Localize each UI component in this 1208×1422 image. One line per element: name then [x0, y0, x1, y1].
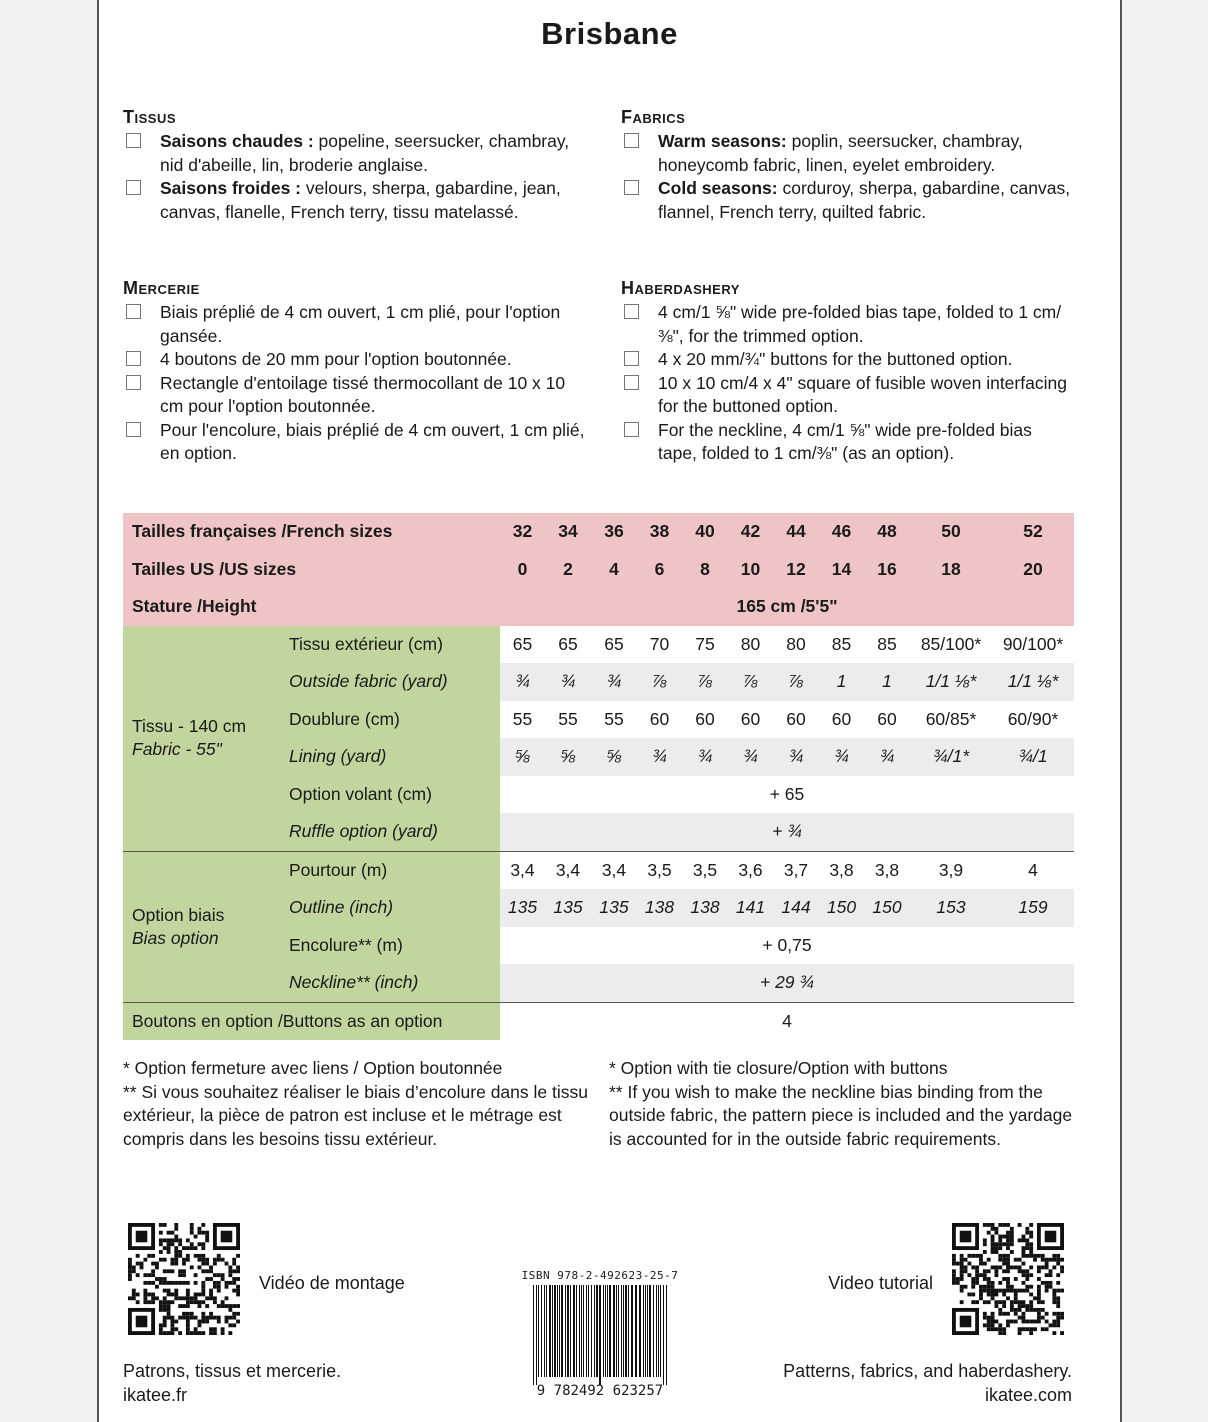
item-text: popeline, seersucker, chambray, nid d'abeille, lin, broderie anglaise. — [160, 131, 570, 175]
cell: 6 — [637, 551, 682, 589]
item-bold: Warm seasons: — [658, 131, 787, 151]
cell: 65 — [512, 633, 533, 654]
item-text: Biais préplié de 4 cm ouvert, 1 cm plié, pour l'option gansée. — [160, 302, 561, 346]
cell: 3,8 — [874, 859, 900, 880]
cell: + ¾ — [500, 813, 1074, 851]
item-text: corduroy, sherpa, gabardine, canvas, flannel, French terry, quilted fabric. — [658, 178, 1071, 222]
cell: ¾ — [864, 738, 910, 776]
group-fr: Option biais — [132, 904, 225, 925]
checklist-item — [621, 177, 1074, 224]
row-label: Ruffle option (yard) — [283, 813, 500, 851]
cell: ¾ — [682, 738, 728, 776]
cell: 18 — [910, 551, 992, 589]
row-label: Outside fabric (yard) — [283, 663, 500, 701]
cell: ⅝ — [591, 738, 637, 776]
cell: ¾ — [545, 663, 591, 701]
checkbox-icon[interactable] — [126, 304, 141, 319]
cell: 153 — [910, 889, 992, 927]
note-line: ** If you wish to make the neckline bias binding from the outside fabric, the pattern piece is included and the yardage is accounted for in the outside fabric requirements. — [609, 1081, 1073, 1149]
cell: ¾ — [773, 738, 819, 776]
checkbox-icon[interactable] — [624, 351, 639, 366]
checkbox-icon[interactable] — [126, 180, 141, 195]
item-text: 4 boutons de 20 mm pour l'option boutonnée. — [160, 349, 512, 369]
row-label: Pourtour (m) — [283, 851, 500, 889]
checkbox-icon[interactable] — [624, 375, 639, 390]
haberdashery-fr-section — [123, 278, 585, 466]
note-line: * Option fermeture avec liens / Option boutonnée — [123, 1058, 503, 1078]
cell: 3,9 — [938, 859, 964, 880]
item-text: Rectangle d'entoilage tissé thermocollant de 10 x 10 cm pour l'option boutonnée. — [160, 372, 566, 416]
page-title: Brisbane — [541, 16, 678, 51]
checklist-item — [621, 301, 1074, 348]
cell: 65 — [558, 633, 578, 654]
checkbox-icon[interactable] — [624, 304, 639, 319]
cell: ⅝ — [500, 738, 545, 776]
bias-group-label — [123, 851, 283, 1002]
checkbox-icon[interactable] — [126, 375, 141, 390]
row-label: Option volant (cm) — [283, 776, 500, 814]
cell: 144 — [773, 889, 819, 927]
qr-code-icon[interactable] — [128, 1223, 240, 1335]
fabrics-en-section — [621, 107, 1074, 224]
cell: 1 — [864, 663, 910, 701]
cell: 3,5 — [647, 859, 672, 880]
cell: 80 — [740, 633, 761, 654]
cell: 3,4 — [601, 859, 627, 880]
cell: ¾/1* — [910, 738, 992, 776]
checklist-item — [621, 348, 1074, 372]
cell: 0 — [500, 551, 545, 589]
video-fr-label: Vidéo de montage — [259, 1273, 405, 1293]
cell: 3,4 — [555, 859, 581, 880]
qr-code-icon[interactable] — [952, 1223, 1064, 1335]
cell: 70 — [649, 633, 670, 654]
checkbox-icon[interactable] — [624, 422, 639, 437]
group-en: Bias option — [132, 927, 219, 948]
item-bold: Saisons froides : — [160, 178, 302, 198]
cell: 55 — [512, 708, 533, 729]
row-label: Encolure** (m) — [283, 927, 500, 965]
cell: 1 — [819, 663, 864, 701]
cell: 60/85* — [925, 708, 977, 729]
checklist-item — [123, 130, 585, 177]
fabrics-fr-section — [123, 107, 585, 224]
height-value: 165 cm /5'5" — [500, 588, 1074, 626]
row-label: Lining (yard) — [283, 738, 500, 776]
barcode-icon — [531, 1285, 671, 1385]
item-bold: Cold seasons: — [658, 178, 778, 198]
cell: 85 — [877, 633, 897, 654]
row-label: Neckline** (inch) — [283, 964, 500, 1002]
cell: ⅞ — [773, 663, 819, 701]
isbn-text: ISBN 978-2-492623-25-7 — [521, 1269, 679, 1282]
outside-fabric-cm-row — [123, 626, 1074, 664]
cell: 3,8 — [829, 859, 854, 880]
item-text: 4 x 20 mm/¾" buttons for the buttoned option. — [658, 349, 1013, 369]
cell: 65 — [604, 633, 624, 654]
cell: 60 — [695, 708, 715, 729]
barcode-digits: 9 782492 623257 — [536, 1383, 664, 1399]
cell: ¾ — [500, 663, 545, 701]
cell: 3,7 — [783, 859, 809, 880]
cell: 4 — [1028, 859, 1038, 880]
cell: 50 — [910, 513, 992, 551]
cell: 38 — [637, 513, 682, 551]
row-label: Doublure (cm) — [283, 701, 500, 739]
notes-en — [609, 1057, 1075, 1151]
cell: 85 — [831, 633, 852, 654]
footer-link[interactable]: ikatee.com — [984, 1385, 1072, 1405]
cell: 4 — [782, 1010, 792, 1031]
french-sizes-row — [123, 513, 1074, 551]
footer-line: Patrons, tissus et mercerie. — [123, 1361, 342, 1381]
row-label: Stature /Height — [123, 588, 500, 626]
cell: + 0,75 — [762, 934, 812, 955]
cell: 42 — [728, 513, 773, 551]
group-en: Fabric - 55" — [132, 739, 222, 759]
cell: ¾ — [591, 663, 637, 701]
cell: ⅞ — [637, 663, 682, 701]
cell: 36 — [591, 513, 637, 551]
checkbox-icon[interactable] — [126, 133, 141, 148]
video-en-label: Video tutorial — [828, 1273, 933, 1293]
row-label: Outline (inch) — [283, 889, 500, 927]
cell: 138 — [637, 889, 682, 927]
checklist-item — [123, 348, 585, 372]
notes-fr — [123, 1057, 589, 1151]
cell: 85/100* — [920, 633, 982, 654]
checkbox-icon[interactable] — [624, 180, 639, 195]
cell: 12 — [773, 551, 819, 589]
cell: ¾/1 — [992, 738, 1074, 776]
checkbox-icon[interactable] — [624, 133, 639, 148]
haberdashery-fr-heading: Mercerie — [123, 278, 200, 298]
item-bold: Saisons chaudes : — [160, 131, 314, 151]
cell: 4 — [591, 551, 637, 589]
buttons-row — [123, 1002, 1074, 1040]
cell: 10 — [728, 551, 773, 589]
us-sizes-row — [123, 551, 1074, 589]
cell: 90/100* — [1002, 633, 1064, 654]
checklist-item — [123, 301, 585, 348]
item-text: 4 cm/1 ⅝" wide pre-folded bias tape, folded to 1 cm/⅜", for the trimmed option. — [658, 302, 1062, 346]
cell: 3,5 — [692, 859, 718, 880]
cell: 46 — [819, 513, 864, 551]
fabric-group-label — [123, 626, 283, 852]
cell: 138 — [682, 889, 728, 927]
cell: 3,4 — [510, 859, 535, 880]
cell: 60 — [831, 708, 852, 729]
cell: 141 — [728, 889, 773, 927]
outline-m-row — [123, 851, 1074, 889]
group-fr: Tissu - 140 cm — [132, 716, 247, 736]
cell: 1/1 ⅛* — [910, 663, 992, 701]
footer-en — [783, 1359, 1072, 1407]
cell: 75 — [695, 633, 715, 654]
item-text: Pour l'encolure, biais préplié de 4 cm ouvert, 1 cm plié, en option. — [160, 419, 585, 463]
cell: 135 — [500, 889, 545, 927]
row-label: Boutons en option /Buttons as an option — [123, 1002, 500, 1040]
checkbox-icon[interactable] — [126, 351, 141, 366]
cell: 80 — [786, 633, 806, 654]
cell: 1/1 ⅛* — [992, 663, 1074, 701]
cell: 159 — [992, 889, 1074, 927]
cell: 60 — [649, 708, 670, 729]
fabrics-en-heading: Fabrics — [621, 107, 686, 127]
cell: 3,6 — [738, 859, 763, 880]
footer-line: Patterns, fabrics, and haberdashery. — [783, 1361, 1072, 1381]
note-line: ** Si vous souhaitez réaliser le biais d’encolure dans le tissu extérieur, la pièce de patron est incluse et le métrage est compris dans les besoins tissu extérieur. — [123, 1081, 588, 1149]
height-row — [123, 588, 1074, 626]
cell: + 29 ¾ — [500, 964, 1074, 1002]
item-text: For the neckline, 4 cm/1 ⅝" wide pre-folded bias tape, folded to 1 cm/⅜" (as an option). — [658, 419, 1032, 463]
haberdashery-en-section — [621, 278, 1074, 466]
cell: ¾ — [728, 738, 773, 776]
item-text: velours, sherpa, gabardine, jean, canvas, flanelle, French terry, tissu matelassé. — [160, 178, 561, 222]
haberdashery-en-heading: Haberdashery — [621, 278, 740, 298]
cell: 60 — [877, 708, 897, 729]
cell: 40 — [682, 513, 728, 551]
cell: 55 — [604, 708, 624, 729]
checklist-item — [123, 419, 585, 466]
note-line: * Option with tie closure/Option with buttons — [609, 1058, 948, 1078]
checklist-item — [621, 372, 1074, 419]
cell: 135 — [545, 889, 591, 927]
cell: 60 — [740, 708, 761, 729]
cell: 14 — [819, 551, 864, 589]
cell: ⅞ — [682, 663, 728, 701]
cell: 48 — [864, 513, 910, 551]
footer-fr — [123, 1359, 341, 1407]
cell: ¾ — [819, 738, 864, 776]
size-table — [123, 513, 1074, 1040]
cell: 150 — [864, 889, 910, 927]
checkbox-icon[interactable] — [126, 422, 141, 437]
cell: 16 — [864, 551, 910, 589]
cell: 135 — [591, 889, 637, 927]
cell: 34 — [545, 513, 591, 551]
pattern-back-page — [97, 0, 1122, 1422]
cell: 55 — [558, 708, 578, 729]
cell: 52 — [992, 513, 1074, 551]
checklist-item — [621, 419, 1074, 466]
row-label: Tissu extérieur (cm) — [283, 626, 500, 664]
item-text: poplin, seersucker, chambray, honeycomb fabric, linen, eyelet embroidery. — [658, 131, 1023, 175]
item-text: 10 x 10 cm/4 x 4" square of fusible woven interfacing for the buttoned option. — [658, 372, 1067, 416]
row-label: Tailles US /US sizes — [123, 551, 500, 589]
footer-link[interactable]: ikatee.fr — [123, 1385, 188, 1405]
cell: 20 — [992, 551, 1074, 589]
checklist-item — [123, 372, 585, 419]
cell: 2 — [545, 551, 591, 589]
cell: 8 — [682, 551, 728, 589]
cell: 44 — [773, 513, 819, 551]
fabrics-fr-heading: Tissus — [123, 107, 177, 127]
checklist-item — [621, 130, 1074, 177]
cell: 32 — [500, 513, 545, 551]
cell: ¾ — [637, 738, 682, 776]
cell: 150 — [819, 889, 864, 927]
cell: + 65 — [769, 783, 805, 804]
checklist-item — [123, 177, 585, 224]
cell: ⅝ — [545, 738, 591, 776]
cell: ⅞ — [728, 663, 773, 701]
cell: 60/90* — [1007, 708, 1059, 729]
cell: 60 — [786, 708, 806, 729]
row-label: Tailles françaises /French sizes — [123, 513, 500, 551]
